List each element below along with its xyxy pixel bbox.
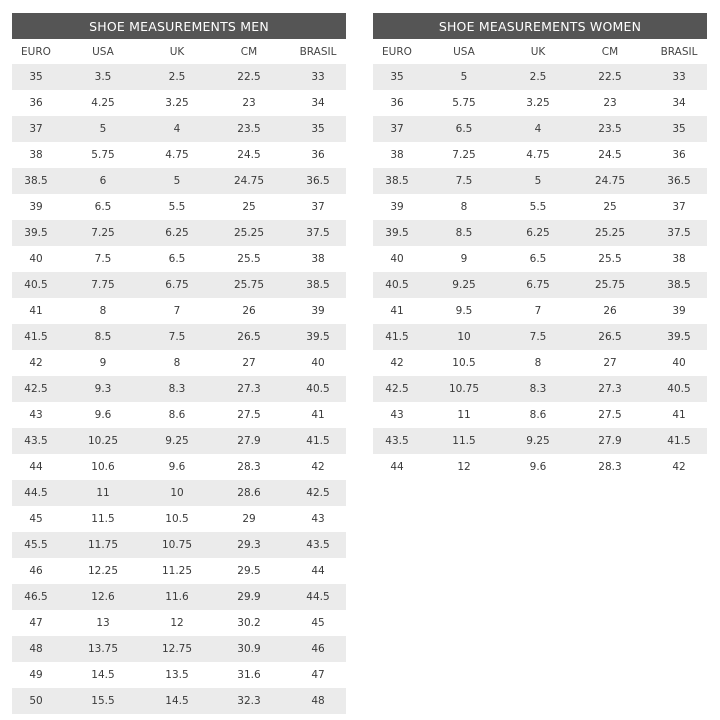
- cell-uk: 5.5: [168, 201, 186, 213]
- cell-usa: 11: [457, 409, 471, 421]
- cell-uk: 11.6: [165, 591, 189, 603]
- cell-uk: 12: [170, 617, 184, 629]
- cell-usa: 8: [460, 201, 468, 213]
- cell-euro: 35: [390, 71, 404, 83]
- table-row: [12, 90, 346, 116]
- women-table-title: SHOE MEASUREMENTS WOMEN: [373, 13, 707, 39]
- table-row: [12, 272, 346, 298]
- cell-cm: 27.3: [598, 383, 622, 395]
- cell-brasil: 39: [311, 305, 325, 317]
- cell-cm: 24.75: [233, 175, 265, 187]
- cell-uk: 9.25: [526, 435, 550, 447]
- cell-cm: 27.5: [237, 409, 261, 421]
- cell-euro: 40: [390, 253, 404, 265]
- cell-euro: 46.5: [24, 591, 48, 603]
- table-row: [12, 220, 346, 246]
- cell-euro: 44: [390, 461, 404, 473]
- column-header-brasil: BRASIL: [299, 45, 337, 58]
- table-row: [12, 506, 346, 532]
- cell-uk: 8.6: [168, 409, 186, 421]
- table-row: [12, 142, 346, 168]
- cell-brasil: 46: [311, 643, 325, 655]
- cell-cm: 24.5: [237, 149, 261, 161]
- cell-usa: 7.25: [452, 149, 476, 161]
- cell-uk: 8.3: [168, 383, 186, 395]
- cell-usa: 5: [99, 123, 107, 135]
- cell-uk: 6.5: [529, 253, 547, 265]
- table-row: [373, 402, 707, 428]
- cell-uk: 9.6: [529, 461, 547, 473]
- cell-euro: 39: [390, 201, 404, 213]
- cell-uk: 12.75: [161, 643, 193, 655]
- cell-uk: 7: [173, 305, 181, 317]
- table-row: [373, 142, 707, 168]
- cell-euro: 48: [29, 643, 43, 655]
- cell-usa: 14.5: [91, 669, 115, 681]
- cell-cm: 28.6: [237, 487, 261, 499]
- cell-euro: 41.5: [24, 331, 48, 343]
- cell-uk: 6.25: [165, 227, 189, 239]
- women-table-body: [373, 64, 707, 480]
- cell-uk: 6.75: [165, 279, 189, 291]
- cell-cm: 25.25: [594, 227, 626, 239]
- cell-usa: 9.3: [94, 383, 112, 395]
- cell-cm: 25.5: [237, 253, 261, 265]
- cell-euro: 40.5: [385, 279, 409, 291]
- cell-brasil: 41.5: [667, 435, 691, 447]
- cell-brasil: 37: [672, 201, 686, 213]
- cell-brasil: 40.5: [306, 383, 330, 395]
- cell-brasil: 43: [311, 513, 325, 525]
- cell-cm: 25.75: [594, 279, 626, 291]
- cell-cm: 23: [603, 97, 617, 109]
- cell-euro: 43.5: [24, 435, 48, 447]
- cell-cm: 29.9: [237, 591, 261, 603]
- cell-euro: 42.5: [385, 383, 409, 395]
- cell-cm: 25.75: [233, 279, 265, 291]
- cell-usa: 11: [96, 487, 110, 499]
- table-row: [12, 324, 346, 350]
- cell-cm: 25: [603, 201, 617, 213]
- cell-brasil: 37.5: [306, 227, 330, 239]
- cell-uk: 7.5: [529, 331, 547, 343]
- table-row: [373, 272, 707, 298]
- cell-usa: 9: [99, 357, 107, 369]
- cell-uk: 5.5: [529, 201, 547, 213]
- table-row: [12, 194, 346, 220]
- table-row: [12, 636, 346, 662]
- cell-cm: 28.3: [237, 461, 261, 473]
- cell-cm: 24.75: [594, 175, 626, 187]
- cell-euro: 39.5: [24, 227, 48, 239]
- men-table-title: SHOE MEASUREMENTS MEN: [12, 13, 346, 39]
- cell-cm: 28.3: [598, 461, 622, 473]
- table-row: [373, 428, 707, 454]
- cell-euro: 37: [390, 123, 404, 135]
- women-header-row: [373, 39, 707, 64]
- cell-usa: 11.5: [452, 435, 476, 447]
- cell-brasil: 33: [311, 71, 325, 83]
- cell-cm: 26: [242, 305, 256, 317]
- cell-brasil: 41.5: [306, 435, 330, 447]
- cell-uk: 4.75: [165, 149, 189, 161]
- cell-uk: 10.5: [165, 513, 189, 525]
- cell-cm: 25.5: [598, 253, 622, 265]
- table-row: [373, 298, 707, 324]
- cell-brasil: 39: [672, 305, 686, 317]
- cell-cm: 27.5: [598, 409, 622, 421]
- cell-brasil: 44.5: [306, 591, 330, 603]
- cell-usa: 5.75: [452, 97, 476, 109]
- cell-brasil: 33: [672, 71, 686, 83]
- cell-brasil: 39.5: [306, 331, 330, 343]
- cell-usa: 5: [460, 71, 468, 83]
- cell-brasil: 44: [311, 565, 325, 577]
- cell-uk: 6.5: [168, 253, 186, 265]
- cell-cm: 25: [242, 201, 256, 213]
- cell-uk: 8.3: [529, 383, 547, 395]
- cell-usa: 13: [96, 617, 110, 629]
- cell-usa: 10.25: [87, 435, 119, 447]
- cell-usa: 9.5: [455, 305, 473, 317]
- column-header-cm: CM: [240, 45, 258, 58]
- cell-brasil: 41: [311, 409, 325, 421]
- cell-usa: 7.5: [455, 175, 473, 187]
- cell-brasil: 40.5: [667, 383, 691, 395]
- cell-euro: 43.5: [385, 435, 409, 447]
- cell-uk: 8.6: [529, 409, 547, 421]
- cell-brasil: 42: [311, 461, 325, 473]
- cell-cm: 22.5: [598, 71, 622, 83]
- table-row: [12, 610, 346, 636]
- table-row: [12, 116, 346, 142]
- cell-euro: 41: [390, 305, 404, 317]
- cell-brasil: 37: [311, 201, 325, 213]
- cell-euro: 42.5: [24, 383, 48, 395]
- cell-cm: 31.6: [237, 669, 261, 681]
- table-row: [373, 454, 707, 480]
- table-row: [373, 168, 707, 194]
- cell-cm: 29.3: [237, 539, 261, 551]
- cell-uk: 6.75: [526, 279, 550, 291]
- cell-usa: 7.75: [91, 279, 115, 291]
- cell-uk: 8: [173, 357, 181, 369]
- cell-euro: 45.5: [24, 539, 48, 551]
- cell-brasil: 36.5: [667, 175, 691, 187]
- cell-euro: 41: [29, 305, 43, 317]
- cell-usa: 10.75: [448, 383, 480, 395]
- column-header-uk: UK: [530, 45, 546, 58]
- cell-brasil: 39.5: [667, 331, 691, 343]
- men-table-body: [12, 64, 346, 714]
- cell-usa: 9.25: [452, 279, 476, 291]
- cell-usa: 6.5: [94, 201, 112, 213]
- cell-brasil: 36: [311, 149, 325, 161]
- table-row: [12, 64, 346, 90]
- cell-euro: 41.5: [385, 331, 409, 343]
- cell-cm: 27.9: [598, 435, 622, 447]
- cell-usa: 10.5: [452, 357, 476, 369]
- cell-usa: 12.25: [87, 565, 119, 577]
- cell-euro: 36: [29, 97, 43, 109]
- cell-euro: 38.5: [24, 175, 48, 187]
- cell-uk: 4: [173, 123, 181, 135]
- cell-brasil: 42.5: [306, 487, 330, 499]
- table-row: [12, 662, 346, 688]
- column-header-usa: USA: [92, 45, 114, 58]
- cell-uk: 8: [534, 357, 542, 369]
- column-header-uk: UK: [169, 45, 185, 58]
- cell-usa: 4.25: [91, 97, 115, 109]
- cell-uk: 10: [170, 487, 184, 499]
- cell-euro: 40: [29, 253, 43, 265]
- table-row: [12, 480, 346, 506]
- cell-cm: 27: [603, 357, 617, 369]
- cell-euro: 40.5: [24, 279, 48, 291]
- table-row: [12, 376, 346, 402]
- cell-usa: 15.5: [91, 695, 115, 707]
- table-row: [12, 350, 346, 376]
- cell-uk: 13.5: [165, 669, 189, 681]
- cell-usa: 11.75: [87, 539, 119, 551]
- cell-uk: 5: [173, 175, 181, 187]
- cell-cm: 29.5: [237, 565, 261, 577]
- cell-euro: 44: [29, 461, 43, 473]
- cell-cm: 26.5: [237, 331, 261, 343]
- cell-euro: 36: [390, 97, 404, 109]
- cell-uk: 3.25: [165, 97, 189, 109]
- table-row: [373, 246, 707, 272]
- cell-euro: 43: [29, 409, 43, 421]
- table-row: [373, 116, 707, 142]
- cell-brasil: 41: [672, 409, 686, 421]
- cell-uk: 3.25: [526, 97, 550, 109]
- cell-usa: 9: [460, 253, 468, 265]
- cell-cm: 27.3: [237, 383, 261, 395]
- cell-cm: 32.3: [237, 695, 261, 707]
- cell-uk: 2.5: [168, 71, 186, 83]
- cell-cm: 22.5: [237, 71, 261, 83]
- cell-usa: 6.5: [455, 123, 473, 135]
- table-row: [12, 168, 346, 194]
- cell-brasil: 34: [311, 97, 325, 109]
- table-row: [12, 428, 346, 454]
- cell-brasil: 38: [672, 253, 686, 265]
- cell-brasil: 36.5: [306, 175, 330, 187]
- cell-uk: 6.25: [526, 227, 550, 239]
- cell-uk: 11.25: [161, 565, 193, 577]
- cell-usa: 8.5: [455, 227, 473, 239]
- cell-euro: 44.5: [24, 487, 48, 499]
- cell-usa: 3.5: [94, 71, 112, 83]
- table-row: [373, 194, 707, 220]
- cell-euro: 37: [29, 123, 43, 135]
- cell-brasil: 47: [311, 669, 325, 681]
- cell-euro: 43: [390, 409, 404, 421]
- cell-uk: 2.5: [529, 71, 547, 83]
- women-size-table: [373, 13, 707, 480]
- cell-cm: 30.9: [237, 643, 261, 655]
- table-row: [373, 64, 707, 90]
- cell-usa: 12: [457, 461, 471, 473]
- table-row: [12, 454, 346, 480]
- column-header-usa: USA: [453, 45, 475, 58]
- cell-brasil: 35: [672, 123, 686, 135]
- cell-usa: 5.75: [91, 149, 115, 161]
- table-row: [12, 688, 346, 714]
- column-header-cm: CM: [601, 45, 619, 58]
- cell-brasil: 36: [672, 149, 686, 161]
- column-header-brasil: BRASIL: [660, 45, 698, 58]
- cell-uk: 7.5: [168, 331, 186, 343]
- cell-cm: 30.2: [237, 617, 261, 629]
- cell-usa: 8: [99, 305, 107, 317]
- cell-brasil: 40: [311, 357, 325, 369]
- table-row: [12, 402, 346, 428]
- cell-brasil: 38: [311, 253, 325, 265]
- cell-usa: 9.6: [94, 409, 112, 421]
- cell-euro: 35: [29, 71, 43, 83]
- cell-brasil: 34: [672, 97, 686, 109]
- cell-cm: 26: [603, 305, 617, 317]
- cell-cm: 27.9: [237, 435, 261, 447]
- cell-euro: 47: [29, 617, 43, 629]
- cell-brasil: 38.5: [667, 279, 691, 291]
- men-size-table: [12, 13, 346, 714]
- table-row: [373, 324, 707, 350]
- cell-brasil: 43.5: [306, 539, 330, 551]
- cell-usa: 12.6: [91, 591, 115, 603]
- cell-usa: 10.6: [91, 461, 115, 473]
- cell-brasil: 45: [311, 617, 325, 629]
- cell-euro: 49: [29, 669, 43, 681]
- cell-uk: 4.75: [526, 149, 550, 161]
- cell-brasil: 40: [672, 357, 686, 369]
- table-row: [373, 376, 707, 402]
- cell-uk: 10.75: [161, 539, 193, 551]
- cell-cm: 29: [242, 513, 256, 525]
- cell-cm: 25.25: [233, 227, 265, 239]
- cell-brasil: 38.5: [306, 279, 330, 291]
- cell-euro: 39: [29, 201, 43, 213]
- cell-uk: 5: [534, 175, 542, 187]
- table-row: [373, 350, 707, 376]
- cell-euro: 45: [29, 513, 43, 525]
- cell-uk: 9.25: [165, 435, 189, 447]
- cell-usa: 7.5: [94, 253, 112, 265]
- cell-euro: 42: [390, 357, 404, 369]
- cell-uk: 9.6: [168, 461, 186, 473]
- cell-euro: 38: [390, 149, 404, 161]
- table-row: [373, 90, 707, 116]
- cell-usa: 13.75: [87, 643, 119, 655]
- cell-euro: 38.5: [385, 175, 409, 187]
- table-row: [12, 584, 346, 610]
- cell-cm: 23.5: [237, 123, 261, 135]
- cell-euro: 46: [29, 565, 43, 577]
- cell-usa: 7.25: [91, 227, 115, 239]
- cell-usa: 11.5: [91, 513, 115, 525]
- table-row: [12, 532, 346, 558]
- cell-usa: 8.5: [94, 331, 112, 343]
- cell-brasil: 35: [311, 123, 325, 135]
- table-row: [373, 220, 707, 246]
- table-row: [12, 558, 346, 584]
- cell-uk: 7: [534, 305, 542, 317]
- cell-euro: 42: [29, 357, 43, 369]
- column-header-euro: EURO: [21, 45, 51, 58]
- cell-usa: 10: [457, 331, 471, 343]
- cell-brasil: 42: [672, 461, 686, 473]
- cell-euro: 50: [29, 695, 43, 707]
- cell-cm: 26.5: [598, 331, 622, 343]
- cell-cm: 27: [242, 357, 256, 369]
- cell-uk: 14.5: [165, 695, 189, 707]
- table-row: [12, 298, 346, 324]
- cell-uk: 4: [534, 123, 542, 135]
- cell-euro: 39.5: [385, 227, 409, 239]
- cell-usa: 6: [99, 175, 107, 187]
- cell-cm: 23: [242, 97, 256, 109]
- men-header-row: [12, 39, 346, 64]
- cell-euro: 38: [29, 149, 43, 161]
- cell-cm: 24.5: [598, 149, 622, 161]
- cell-cm: 23.5: [598, 123, 622, 135]
- column-header-euro: EURO: [382, 45, 412, 58]
- cell-brasil: 37.5: [667, 227, 691, 239]
- cell-brasil: 48: [311, 695, 325, 707]
- table-row: [12, 246, 346, 272]
